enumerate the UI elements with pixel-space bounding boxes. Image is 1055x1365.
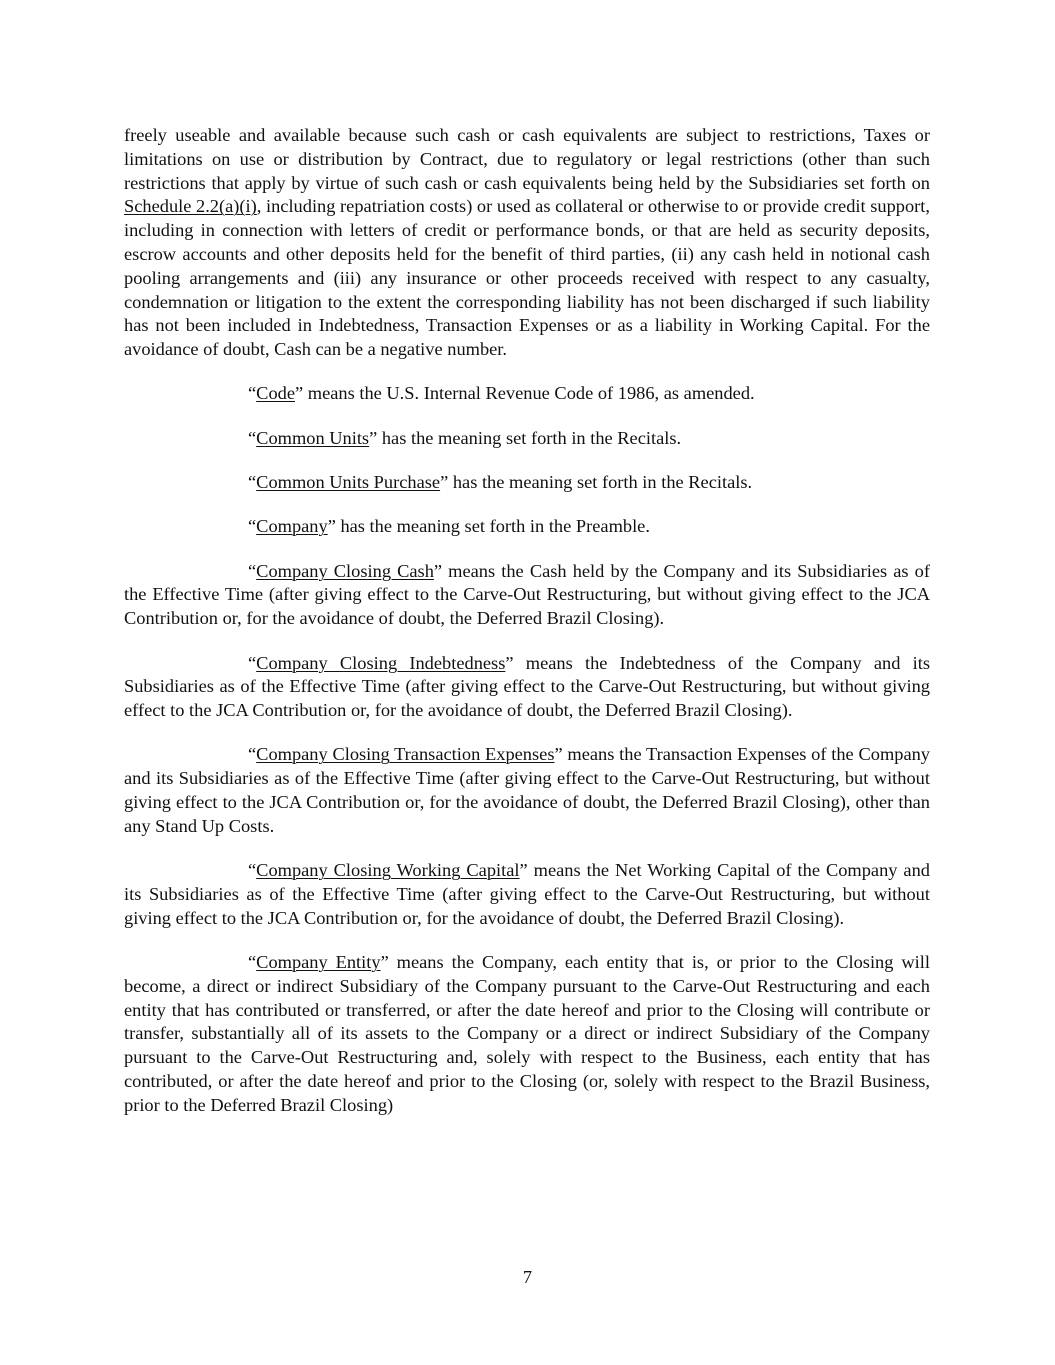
page-number: 7: [522, 1267, 533, 1287]
defined-term: Company Closing Cash: [256, 560, 434, 581]
schedule-reference: Schedule 2.2(a)(i): [124, 196, 257, 217]
defined-term: Company Closing Transaction Expenses: [256, 744, 555, 765]
definition-common-units: “Common Units” has the meaning set forth in the Recitals.: [248, 427, 682, 448]
defined-term: Common Units: [256, 427, 370, 448]
defined-term: Common Units Purchase: [256, 472, 441, 493]
definition-company-closing-working-capital: “Company Closing Working Capital” means the Net Working Capital of the Company and its Subsidiaries as of the Effective Time (after giving effect to the Carve-Out Restructuring, but without giving effect to the JCA Contribution or, for the avoidance of doubt, the Deferred Brazil Closing).: [124, 860, 930, 928]
definition-company-closing-indebtedness: “Company Closing Indebtedness” means the Indebtedness of the Company and its Subsidiaries as of the Effective Time (after giving effect to the Carve-Out Restructuring, but without giving effect to the JCA Contribution or, for the avoidance of doubt, the Deferred Brazil Closing).: [124, 652, 930, 721]
defined-term: Code: [256, 383, 295, 404]
cash-definition-continuation: freely useable and available because such cash or cash equivalents are subject to restrictions, Taxes or limitations on use or distribution by Contract, due to regulatory or legal restrictions (other than such restrictions that apply by virtue of such cash or cash equivalents being held by the Subsidiaries set forth on Schedule 2.2(a)(i), including repatriation costs) or used as collateral or otherwise to or provide credit support, including in connection with letters of credit or performance bonds, or that are held as security deposits, escrow accounts and other deposits held for the benefit of third parties, (ii) any cash held in notional cash pooling arrangements and (iii) any insurance or other proceeds received with respect to any casualty, condemnation or litigation to the extent the corresponding liability has not been discharged if such liability has not been included in Indebtedness, Transaction Expenses or as a liability in Working Capital. For the avoidance of doubt, Cash can be a negative number.: [124, 125, 930, 360]
defined-term: Company: [256, 516, 328, 537]
document-page: [124, 124, 930, 1118]
definition-company-closing-cash: “Company Closing Cash” means the Cash held by the Company and its Subsidiaries as of the Effective Time (after giving effect to the Carve-Out Restructuring, but without giving effect to the JCA Contribution or, for the avoidance of doubt, the Deferred Brazil Closing).: [124, 560, 930, 629]
definition-common-units-purchase: “Common Units Purchase” has the meaning set forth in the Recitals.: [248, 472, 753, 493]
defined-term: Company Entity: [256, 952, 381, 973]
definition-code: “Code” means the U.S. Internal Revenue Code of 1986, as amended.: [248, 383, 755, 404]
defined-term: Company Closing Working Capital: [256, 860, 520, 881]
definition-company-entity: “Company Entity” means the Company, each entity that is, or prior to the Closing will become, a direct or indirect Subsidiary of the Company pursuant to the Carve-Out Restructuring and each entity that has contributed or transferred, or after the date hereof and prior to the Closing will contribute or transfer, substantially all of its assets to the Company or a direct or indirect Subsidiary of the Company pursuant to the Carve-Out Restructuring and, solely with respect to the Business, each entity that has contributed, or after the date hereof and prior to the Closing (or, solely with respect to the Brazil Business, prior to the Deferred Brazil Closing): [124, 952, 930, 1115]
definition-company: “Company” has the meaning set forth in the Preamble.: [248, 516, 650, 537]
definition-company-closing-transaction-expenses: “Company Closing Transaction Expenses” means the Transaction Expenses of the Company and its Subsidiaries as of the Effective Time (after giving effect to the Carve-Out Restructuring, but without giving effect to the JCA Contribution or, for the avoidance of doubt, the Deferred Brazil Closing), other than any Stand Up Costs.: [124, 744, 930, 836]
defined-term: Company Closing Indebtedness: [256, 652, 506, 673]
